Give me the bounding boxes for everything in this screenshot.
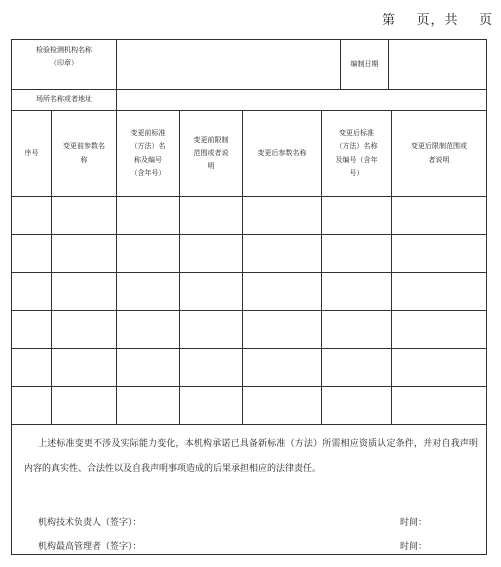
col-header-serial <box>12 111 52 197</box>
top-manager-signature-label: 机构最高管理者（签字）： <box>38 542 142 552</box>
col-header-serial-line: 序号 <box>24 148 39 157</box>
table-cell[interactable] <box>392 349 486 387</box>
org-seal-label: （印章） <box>50 59 78 68</box>
table-cell[interactable] <box>180 311 243 349</box>
col-header-line: 及编号（含年 <box>335 155 378 164</box>
table-cell[interactable] <box>322 197 392 235</box>
table-cell[interactable] <box>243 387 322 425</box>
table-cell[interactable] <box>52 273 117 311</box>
col-header-after-param <box>243 111 322 197</box>
col-header-before-limit <box>180 111 243 197</box>
table-cell[interactable] <box>180 197 243 235</box>
compile-date-label <box>341 40 389 90</box>
col-header-line: 称 <box>80 155 88 164</box>
table-cell[interactable] <box>322 387 392 425</box>
table-cell[interactable] <box>243 311 322 349</box>
table-cell[interactable] <box>12 387 52 425</box>
col-header-line: 变更前标准 <box>130 128 166 137</box>
table-cell[interactable] <box>52 387 117 425</box>
table-cell[interactable] <box>322 311 392 349</box>
table-cell[interactable] <box>117 273 180 311</box>
table-cell[interactable] <box>12 349 52 387</box>
declaration-section <box>12 426 486 554</box>
col-header-before-param <box>52 111 117 197</box>
table-cell[interactable] <box>12 197 52 235</box>
table-cell[interactable] <box>180 235 243 273</box>
col-header-line: 称及编号 <box>134 155 162 164</box>
tech-lead-time-label: 时间： <box>400 518 428 528</box>
change-declaration-form <box>11 39 487 555</box>
col-header-line: 明 <box>207 162 215 171</box>
col-header-line: 者说明 <box>428 155 450 164</box>
col-header-line: 变更后限制范围或 <box>411 142 467 151</box>
table-cell[interactable] <box>12 311 52 349</box>
table-cell[interactable] <box>322 235 392 273</box>
table-cell[interactable] <box>117 349 180 387</box>
declaration-text: 上述标准变更不涉及实际能力变化，本机构承诺已具备新标准（方法）所需相应资质认定条件，并对自我声明内容的真实性、合法性以及自我声明事项造成的后果承担相应的法律责任。 <box>24 439 478 474</box>
site-label-text: 场所名称或者地址 <box>36 95 92 104</box>
table-cell[interactable] <box>243 235 322 273</box>
table-cell[interactable] <box>117 197 180 235</box>
table-cell[interactable] <box>117 387 180 425</box>
table-cell[interactable] <box>52 349 117 387</box>
table-cell[interactable] <box>180 349 243 387</box>
col-header-line: （方法）名 <box>130 142 166 151</box>
table-cell[interactable] <box>392 311 486 349</box>
org-name-label <box>12 40 117 90</box>
col-header-after-limit <box>392 111 486 197</box>
table-cell[interactable] <box>392 235 486 273</box>
table-cell[interactable] <box>117 235 180 273</box>
org-name-field[interactable] <box>117 40 341 90</box>
col-header-after-standard <box>322 111 392 197</box>
col-header-line: 范围或者说 <box>193 148 229 157</box>
table-cell[interactable] <box>117 311 180 349</box>
col-header-line: 变更后标准 <box>339 128 374 137</box>
col-header-line: 变更前参数名 <box>63 142 105 151</box>
org-name-label-line1: 检验检测机构名称 <box>36 46 92 54</box>
site-label <box>12 90 117 111</box>
col-header-line: 号） <box>349 168 364 177</box>
col-header-line: 变更后参数名称 <box>257 148 307 157</box>
table-cell[interactable] <box>52 311 117 349</box>
table-cell[interactable] <box>322 349 392 387</box>
table-cell[interactable] <box>180 387 243 425</box>
table-cell[interactable] <box>392 273 486 311</box>
top-manager-time-label: 时间： <box>400 542 428 552</box>
table-cell[interactable] <box>392 197 486 235</box>
col-header-line: （含年号） <box>130 168 166 177</box>
table-cell[interactable] <box>52 197 117 235</box>
table-cell[interactable] <box>12 235 52 273</box>
table-cell[interactable] <box>243 197 322 235</box>
col-header-before-standard <box>117 111 180 197</box>
col-header-line: （方法）名称 <box>335 142 378 151</box>
table-cell[interactable] <box>392 387 486 425</box>
table-cell[interactable] <box>243 273 322 311</box>
table-cell[interactable] <box>180 273 243 311</box>
tech-lead-signature-label: 机构技术负责人（签字）： <box>38 518 142 528</box>
col-header-line: 变更前限制 <box>193 135 229 144</box>
table-cell[interactable] <box>322 273 392 311</box>
compile-date-field[interactable] <box>389 40 486 90</box>
table-cell[interactable] <box>243 349 322 387</box>
site-field[interactable] <box>117 90 486 111</box>
page-number: 第 页，共 页 <box>381 13 493 28</box>
table-cell[interactable] <box>12 273 52 311</box>
table-cell[interactable] <box>52 235 117 273</box>
compile-date-label-text: 编制日期 <box>350 59 379 68</box>
